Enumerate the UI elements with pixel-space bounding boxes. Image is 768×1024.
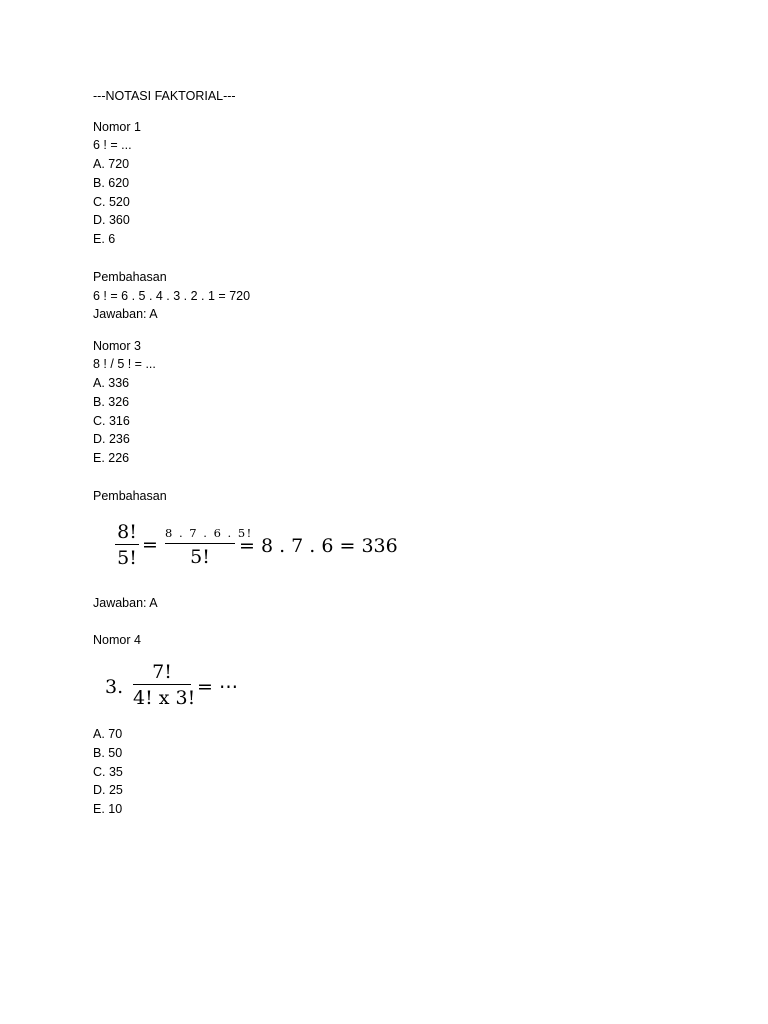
document-title: ---NOTASI FAKTORIAL---	[93, 89, 236, 103]
q4-formula-den: 4! x 3!	[133, 687, 196, 709]
q4-formula-result: = ⋯	[197, 676, 238, 698]
q4-option-c: C. 35	[93, 765, 123, 779]
q3-option-b: B. 326	[93, 395, 130, 409]
q3-answer: Jawaban: A	[93, 596, 158, 610]
q4-formula	[105, 660, 265, 714]
q4-formula-num: 7!	[152, 661, 172, 683]
q1-heading: Nomor 1	[93, 120, 141, 134]
q3-formula-fraction-1	[115, 520, 139, 571]
q3-question: 8 ! / 5 ! = ...	[93, 357, 156, 371]
q3-discussion-label: Pembahasan	[93, 489, 167, 503]
q4-option-b: B. 50	[93, 746, 123, 760]
q3-option-d: D. 236	[93, 432, 130, 446]
q1-option-e: E. 6	[93, 232, 116, 246]
q4-option-a: A. 70	[93, 727, 123, 741]
q3-formula	[115, 520, 415, 576]
q4-formula-number: 3.	[105, 676, 124, 698]
q4-option-d: D. 25	[93, 783, 123, 797]
q1-question: 6 ! = ...	[93, 138, 132, 152]
q4-option-e: E. 10	[93, 802, 123, 816]
q3-formula-frac1-num: 8!	[117, 521, 137, 543]
q3-formula-frac2-den: 5!	[190, 546, 210, 568]
q1-option-d: D. 360	[93, 213, 130, 227]
q3-heading: Nomor 3	[93, 339, 141, 353]
q3-option-e: E. 226	[93, 451, 130, 465]
q3-formula-fraction-2	[165, 524, 253, 570]
q3-formula-frac2-num: 8 . 7 . 6 . 5!	[165, 526, 253, 540]
q1-option-b: B. 620	[93, 176, 130, 190]
q1-option-c: C. 520	[93, 195, 130, 209]
q4-heading: Nomor 4	[93, 633, 141, 647]
q3-formula-result: = 8 . 7 . 6 = 336	[239, 535, 398, 557]
q3-formula-equals: =	[142, 534, 158, 556]
q1-option-a: A. 720	[93, 157, 130, 171]
q3-formula-frac1-den: 5!	[117, 547, 137, 569]
q1-solution: 6 ! = 6 . 5 . 4 . 3 . 2 . 1 = 720	[93, 289, 251, 303]
q3-option-a: A. 336	[93, 376, 130, 390]
q1-discussion-label: Pembahasan	[93, 270, 167, 284]
q3-option-c: C. 316	[93, 414, 130, 428]
q4-formula-fraction	[133, 660, 196, 711]
q1-answer: Jawaban: A	[93, 307, 158, 321]
